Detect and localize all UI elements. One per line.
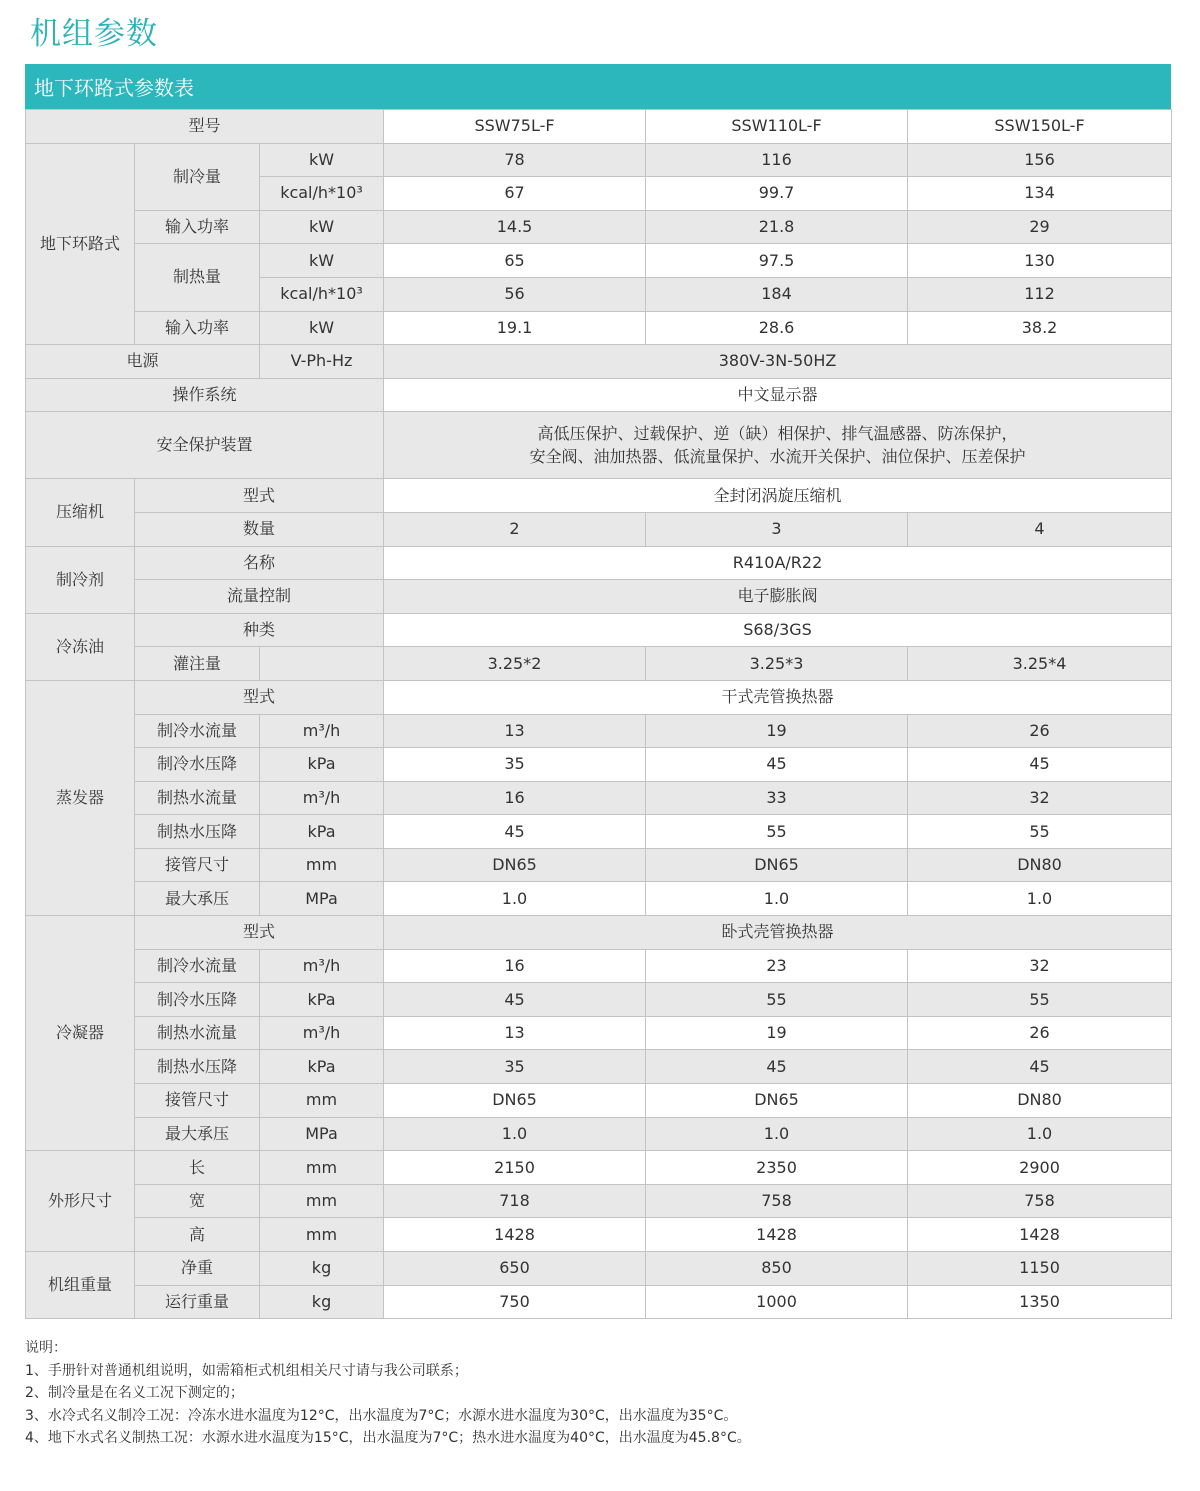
row-label: 型式	[135, 916, 384, 950]
safety-devices-value	[384, 412, 1172, 479]
table-row	[26, 1151, 1172, 1185]
unit-cell: kW	[260, 210, 384, 244]
heating-capacity-label: 制热量	[135, 244, 260, 311]
table-row	[26, 680, 1172, 714]
value-cell: 56	[384, 277, 646, 311]
row-label: 最大承压	[135, 882, 260, 916]
value-cell: 35	[384, 748, 646, 782]
value-cell: 1350	[908, 1285, 1172, 1319]
value-cell: 116	[646, 143, 908, 177]
table-row	[26, 378, 1172, 412]
value-cell: DN65	[384, 848, 646, 882]
table-row	[26, 613, 1172, 647]
value-cell: 1.0	[646, 1117, 908, 1151]
value-cell: 45	[908, 1050, 1172, 1084]
value-cell: 4	[908, 512, 1172, 546]
value-cell: 38.2	[908, 311, 1172, 345]
note-item: 3、水冷式名义制冷工况：冷冻水进水温度为12°C，出水温度为7°C；水源水进水温度为30°C，出水温度为35°C。	[25, 1407, 738, 1424]
table-row	[26, 1084, 1172, 1118]
table-row	[26, 1016, 1172, 1050]
cooling-capacity-label: 制冷量	[135, 143, 260, 210]
table-row	[26, 1252, 1172, 1286]
value-cell: 1.0	[908, 882, 1172, 916]
value-cell: 23	[646, 949, 908, 983]
value-cell: 35	[384, 1050, 646, 1084]
table-row	[26, 815, 1172, 849]
value-cell: 16	[384, 781, 646, 815]
row-label: 输入功率	[135, 210, 260, 244]
unit-cell: m³/h	[260, 714, 384, 748]
row-label: 制热水压降	[135, 1050, 260, 1084]
unit-cell	[260, 647, 384, 681]
row-label: 输入功率	[135, 311, 260, 345]
value-cell: DN65	[646, 848, 908, 882]
value-cell: 29	[908, 210, 1172, 244]
row-label: 接管尺寸	[135, 848, 260, 882]
row-label: 型式	[135, 479, 384, 513]
value-cell: 99.7	[646, 177, 908, 211]
value-cell: 112	[908, 277, 1172, 311]
safety-line: 高低压保护、过载保护、逆（缺）相保护、排气温感器、防冻保护，	[537, 424, 1018, 444]
row-label: 制冷水流量	[135, 949, 260, 983]
note-item: 2、制冷量是在名义工况下测定的；	[25, 1385, 244, 1401]
notes	[25, 1337, 1165, 1450]
unit-cell: mm	[260, 1151, 384, 1185]
value-cell: DN65	[384, 1084, 646, 1118]
value-cell: 750	[384, 1285, 646, 1319]
value-cell: DN65	[646, 1084, 908, 1118]
row-label: 种类	[135, 613, 384, 647]
value-cell: 全封闭涡旋压缩机	[384, 479, 1172, 513]
unit-cell: kW	[260, 311, 384, 345]
unit-cell: kW	[260, 244, 384, 278]
value-cell: 1.0	[384, 882, 646, 916]
value-cell: 134	[908, 177, 1172, 211]
value-cell: 1.0	[646, 882, 908, 916]
table-row	[26, 1184, 1172, 1218]
value-cell: 130	[908, 244, 1172, 278]
table-row	[26, 647, 1172, 681]
unit-cell: kPa	[260, 815, 384, 849]
unit-cell: m³/h	[260, 1016, 384, 1050]
unit-cell: MPa	[260, 882, 384, 916]
value-cell: 19	[646, 714, 908, 748]
row-label: 长	[135, 1151, 260, 1185]
value-cell: 干式壳管换热器	[384, 680, 1172, 714]
value-cell: 3.25*3	[646, 647, 908, 681]
value-cell: 14.5	[384, 210, 646, 244]
unit-cell: kg	[260, 1285, 384, 1319]
unit-cell: kPa	[260, 748, 384, 782]
parameter-table	[25, 109, 1172, 1319]
value-cell: 13	[384, 714, 646, 748]
value-cell: 中文显示器	[384, 378, 1172, 412]
table-row	[26, 110, 1172, 144]
unit-cell: mm	[260, 1184, 384, 1218]
operating-system-label: 操作系统	[26, 378, 384, 412]
value-cell: 1000	[646, 1285, 908, 1319]
unit-cell: kg	[260, 1252, 384, 1286]
table-row	[26, 848, 1172, 882]
compressor-label: 压缩机	[26, 479, 135, 546]
unit-cell: kW	[260, 143, 384, 177]
table-row	[26, 244, 1172, 278]
row-label: 净重	[135, 1252, 260, 1286]
value-cell: 卧式壳管换热器	[384, 916, 1172, 950]
value-cell: 1150	[908, 1252, 1172, 1286]
value-cell: 3.25*4	[908, 647, 1172, 681]
table-row	[26, 714, 1172, 748]
value-cell: 13	[384, 1016, 646, 1050]
value-cell: 758	[908, 1184, 1172, 1218]
value-cell: DN80	[908, 1084, 1172, 1118]
unit-cell: mm	[260, 1218, 384, 1252]
value-cell: 2900	[908, 1151, 1172, 1185]
value-cell: 3.25*2	[384, 647, 646, 681]
notes-heading: 说明：	[25, 1340, 67, 1356]
table-row	[26, 479, 1172, 513]
model-header-label: 型号	[26, 110, 384, 144]
value-cell: 19.1	[384, 311, 646, 345]
value-cell: 45	[646, 748, 908, 782]
table-row	[26, 345, 1172, 379]
value-cell: 3	[646, 512, 908, 546]
value-cell: 1428	[384, 1218, 646, 1252]
model-name: SSW110L-F	[646, 110, 908, 144]
value-cell: 156	[908, 143, 1172, 177]
row-label: 制冷水流量	[135, 714, 260, 748]
value-cell: 65	[384, 244, 646, 278]
value-cell: 电子膨胀阀	[384, 580, 1172, 614]
value-cell: 78	[384, 143, 646, 177]
unit-cell: kcal/h*10³	[260, 277, 384, 311]
table-row	[26, 781, 1172, 815]
note-item: 4、地下水式名义制热工况：水源水进水温度为15°C，出水温度为7°C；热水进水温度为40°C，出水温度为45.8°C。	[25, 1430, 751, 1446]
value-cell: 32	[908, 781, 1172, 815]
table-row	[26, 311, 1172, 345]
value-cell: 184	[646, 277, 908, 311]
oil-label: 冷冻油	[26, 613, 135, 680]
table-row	[26, 1117, 1172, 1151]
refrigerant-label: 制冷剂	[26, 546, 135, 613]
value-cell: 2	[384, 512, 646, 546]
unit-cell: V-Ph-Hz	[260, 345, 384, 379]
value-cell: 55	[908, 815, 1172, 849]
row-label: 制热水流量	[135, 1016, 260, 1050]
value-cell: 45	[384, 815, 646, 849]
value-cell: 2150	[384, 1151, 646, 1185]
note-item: 1、手册针对普通机组说明，如需箱柜式机组相关尺寸请与我公司联系；	[25, 1362, 468, 1379]
unit-cell: mm	[260, 848, 384, 882]
value-cell: 32	[908, 949, 1172, 983]
table-row	[26, 210, 1172, 244]
value-cell: 19	[646, 1016, 908, 1050]
value-cell: R410A/R22	[384, 546, 1172, 580]
model-name: SSW75L-F	[384, 110, 646, 144]
table-row	[26, 512, 1172, 546]
row-label: 宽	[135, 1184, 260, 1218]
table-row	[26, 916, 1172, 950]
value-cell: DN80	[908, 848, 1172, 882]
value-cell: 1428	[646, 1218, 908, 1252]
value-cell: 26	[908, 714, 1172, 748]
table-row	[26, 748, 1172, 782]
unit-cell: kPa	[260, 1050, 384, 1084]
page-title: 机组参数	[30, 16, 158, 52]
value-cell: 758	[646, 1184, 908, 1218]
value-cell: 28.6	[646, 311, 908, 345]
value-cell: S68/3GS	[384, 613, 1172, 647]
table-row	[26, 546, 1172, 580]
table-row	[26, 412, 1172, 479]
row-label: 名称	[135, 546, 384, 580]
dimensions-label: 外形尺寸	[26, 1151, 135, 1252]
unit-cell: kcal/h*10³	[260, 177, 384, 211]
row-label: 制热水流量	[135, 781, 260, 815]
value-cell: 67	[384, 177, 646, 211]
unit-cell: kPa	[260, 983, 384, 1017]
value-cell: 55	[908, 983, 1172, 1017]
circuit-label: 地下环路式	[26, 143, 135, 345]
table-row	[26, 1285, 1172, 1319]
weight-label: 机组重量	[26, 1252, 135, 1319]
row-label: 接管尺寸	[135, 1084, 260, 1118]
row-label: 制冷水压降	[135, 983, 260, 1017]
value-cell: 1.0	[908, 1117, 1172, 1151]
table-row	[26, 580, 1172, 614]
row-label: 制冷水压降	[135, 748, 260, 782]
value-cell: 45	[384, 983, 646, 1017]
power-supply-label: 电源	[26, 345, 260, 379]
value-cell: 650	[384, 1252, 646, 1286]
unit-cell: m³/h	[260, 781, 384, 815]
table-row	[26, 1218, 1172, 1252]
value-cell: 55	[646, 983, 908, 1017]
value-cell: 33	[646, 781, 908, 815]
safety-line: 安全阀、油加热器、低流量保护、水流开关保护、油位保护、压差保护	[529, 447, 1026, 467]
table-row	[26, 949, 1172, 983]
value-cell: 45	[646, 1050, 908, 1084]
safety-devices-label: 安全保护装置	[26, 412, 384, 479]
row-label: 最大承压	[135, 1117, 260, 1151]
row-label: 制热水压降	[135, 815, 260, 849]
row-label: 数量	[135, 512, 384, 546]
value-cell: 97.5	[646, 244, 908, 278]
value-cell: 2350	[646, 1151, 908, 1185]
row-label: 流量控制	[135, 580, 384, 614]
table-row	[26, 983, 1172, 1017]
table-title-banner: 地下环路式参数表	[25, 64, 1171, 109]
value-cell: 380V-3N-50HZ	[384, 345, 1172, 379]
row-label: 灌注量	[135, 647, 260, 681]
row-label: 高	[135, 1218, 260, 1252]
evaporator-label: 蒸发器	[26, 680, 135, 915]
unit-cell: MPa	[260, 1117, 384, 1151]
row-label: 运行重量	[135, 1285, 260, 1319]
value-cell: 26	[908, 1016, 1172, 1050]
table-row	[26, 1050, 1172, 1084]
value-cell: 1428	[908, 1218, 1172, 1252]
value-cell: 55	[646, 815, 908, 849]
value-cell: 1.0	[384, 1117, 646, 1151]
condenser-label: 冷凝器	[26, 916, 135, 1151]
table-row	[26, 882, 1172, 916]
table-row	[26, 143, 1172, 177]
value-cell: 850	[646, 1252, 908, 1286]
value-cell: 45	[908, 748, 1172, 782]
value-cell: 21.8	[646, 210, 908, 244]
unit-cell: mm	[260, 1084, 384, 1118]
value-cell: 16	[384, 949, 646, 983]
unit-cell: m³/h	[260, 949, 384, 983]
row-label: 型式	[135, 680, 384, 714]
value-cell: 718	[384, 1184, 646, 1218]
model-name: SSW150L-F	[908, 110, 1172, 144]
